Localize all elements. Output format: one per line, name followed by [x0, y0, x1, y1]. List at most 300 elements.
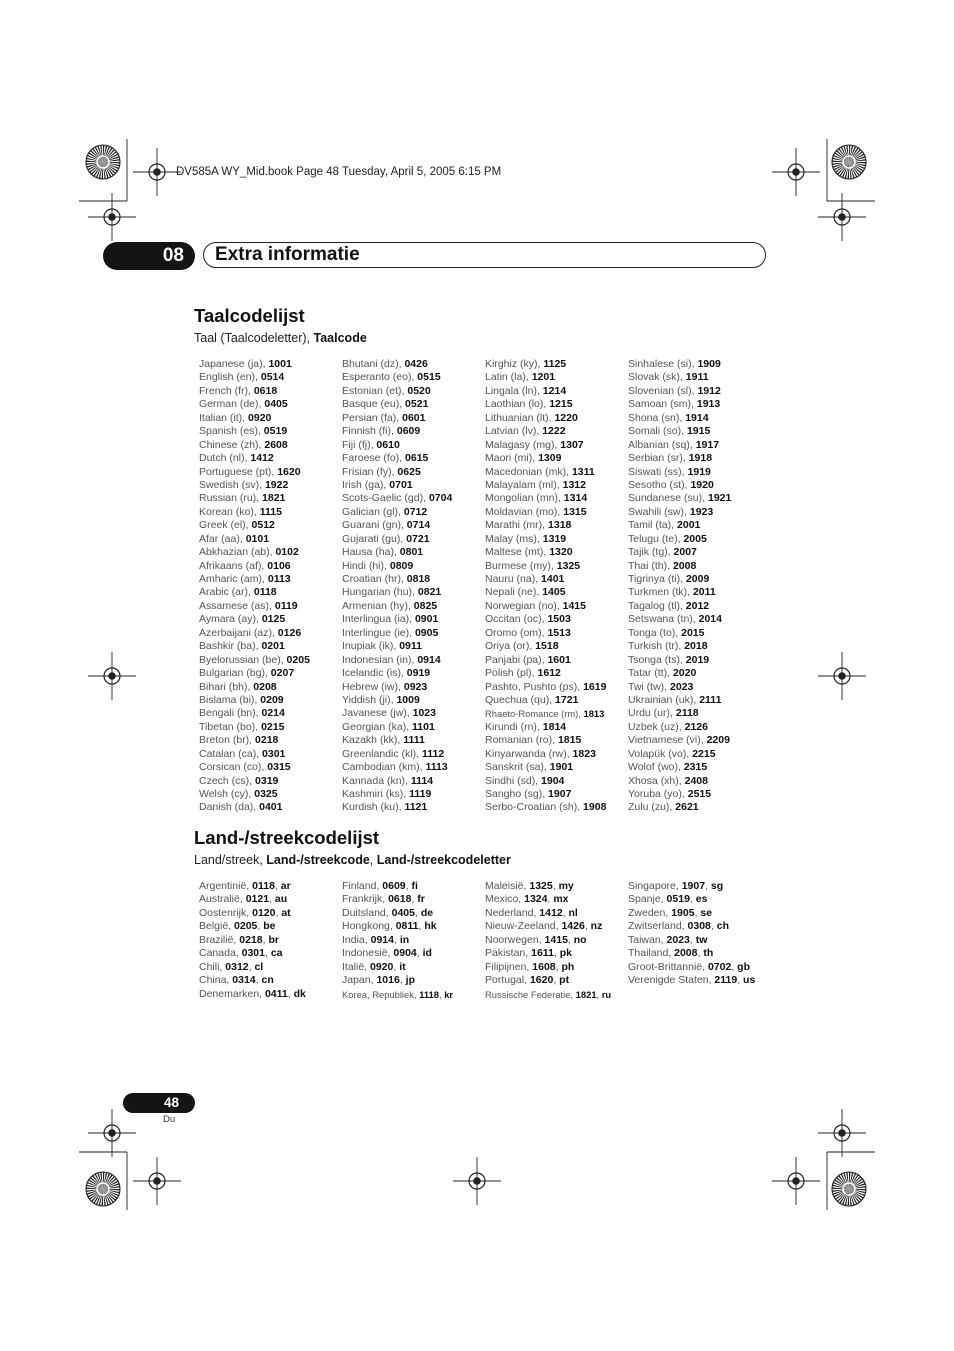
code-entry: [342, 479, 485, 492]
language-code-list-subtitle: [194, 331, 367, 345]
entry-name: Korean (ko),: [199, 505, 257, 518]
entry-code: 1215: [549, 398, 573, 411]
code-entry: [628, 519, 771, 532]
entry-code: 0701: [389, 478, 413, 491]
entry-name: Italian (it),: [199, 411, 246, 424]
entry-code: 1901: [549, 761, 574, 774]
entry-letter: us: [743, 974, 756, 987]
code-entry: [485, 627, 628, 640]
code-entry: [628, 358, 771, 371]
entry-code: 0312: [225, 960, 249, 973]
entry-name: Chili,: [199, 960, 223, 973]
entry-code: 0521: [405, 398, 429, 411]
registration-dot: [473, 1177, 481, 1185]
code-entry: [342, 560, 485, 573]
entry-letter: th: [703, 947, 714, 960]
entry-name: Kurdish (ku),: [342, 801, 402, 814]
entry-name: Setswana (tn),: [628, 613, 696, 626]
entry-code: 2001: [677, 519, 701, 532]
entry-letter: at: [281, 906, 291, 919]
entry-name: Samoan (sm),: [628, 398, 694, 411]
subtitle-bold-letter: Land-/streekcodeletter: [376, 853, 511, 867]
entry-name: Bhutani (dz),: [342, 358, 402, 370]
entry-code: 1823: [572, 747, 596, 760]
code-entry: [485, 533, 628, 546]
entry-name: Scots-Gaelic (gd),: [342, 492, 427, 505]
entry-code: 1601: [547, 653, 571, 666]
entry-letter: ph: [561, 960, 575, 973]
entry-name: Portugal,: [485, 974, 528, 987]
entry-name: German (de),: [199, 398, 262, 411]
code-entry: [342, 721, 485, 734]
entry-name: Bihari (bh),: [199, 680, 251, 693]
entry-code: 1023: [412, 707, 436, 720]
entry-name: Brazilië,: [199, 933, 237, 946]
entry-letter: kr: [444, 988, 454, 1000]
code-entry: [199, 801, 342, 814]
entry-code: 0308: [687, 920, 711, 933]
entry-code: 1914: [685, 411, 709, 424]
code-entry: China, 0314, cn: [199, 974, 274, 987]
entry-code: 1912: [697, 384, 721, 397]
entry-name: Tonga (to),: [628, 626, 679, 639]
entry-name: Kannada (kn),: [342, 774, 408, 787]
code-entry: [628, 586, 771, 599]
entry-name: Tsonga (ts),: [628, 653, 683, 666]
entry-letter: gb: [737, 960, 750, 973]
entry-code: 0818: [406, 573, 431, 585]
code-entry: [628, 466, 771, 479]
entry-name: Kashmiri (ks),: [342, 788, 407, 800]
entry-name: Faroese (fo),: [342, 452, 403, 465]
entry-name: Malayalam (ml),: [485, 478, 560, 491]
entry-name: Estonian (et),: [342, 384, 405, 397]
entry-code: 1311: [571, 465, 595, 478]
entry-code: 1111: [403, 734, 425, 747]
entry-code: 1814: [542, 720, 567, 733]
entry-name: Greenlandic (kl),: [342, 747, 420, 760]
code-entry: [199, 546, 342, 559]
code-entry: [199, 371, 342, 384]
code-entry: [342, 412, 485, 425]
entry-name: Romanian (ro),: [485, 734, 556, 747]
entry-code: 0405: [391, 906, 415, 919]
entry-code: 0208: [253, 680, 277, 693]
code-entry: [485, 466, 628, 479]
code-entry: [485, 412, 628, 425]
code-entry: [628, 654, 771, 667]
entry-code: 1101: [412, 720, 435, 733]
entry-letter: ar: [280, 880, 291, 892]
entry-name: Persian (fa),: [342, 411, 400, 424]
entry-code: 1113: [425, 761, 448, 774]
entry-name: Yiddish (ji),: [342, 693, 394, 706]
code-entry: Brazilië, 0218, br: [199, 933, 279, 946]
entry-name: Hongkong,: [342, 920, 393, 933]
code-entry: [485, 358, 628, 371]
entry-name: Tatar (tt),: [628, 667, 671, 680]
entry-name: Laothian (lo),: [485, 398, 547, 411]
code-column: [342, 358, 485, 815]
code-column: [199, 880, 342, 1001]
entry-code: 1813: [583, 708, 605, 720]
entry-code: 0914: [370, 933, 394, 946]
entry-name: Filipijnen,: [485, 960, 530, 973]
code-entry: [342, 425, 485, 438]
code-entry: [199, 707, 342, 720]
code-entry: [199, 506, 342, 519]
code-entry: [342, 385, 485, 398]
entry-name: Pakistan,: [485, 947, 529, 960]
entry-name: Russische Federatie,: [485, 988, 574, 1000]
entry-name: Groot-Brittannië,: [628, 960, 706, 973]
entry-name: Serbian (sr),: [628, 452, 686, 465]
entry-code: 1412: [250, 452, 274, 465]
entry-name: Latin (la),: [485, 371, 529, 384]
entry-letter: de: [420, 906, 434, 919]
entry-code: 2012: [685, 599, 710, 612]
entry-code: 0609: [396, 425, 421, 438]
entry-code: 1214: [542, 384, 567, 397]
entry-name: Dutch (nl),: [199, 452, 248, 465]
entry-code: 0911: [399, 640, 422, 653]
code-entry: Duitsland, 0405, de: [342, 906, 434, 919]
entry-name: Afar (aa),: [199, 532, 243, 545]
registration-dot: [792, 1177, 800, 1185]
entry-code: 0618: [253, 384, 278, 397]
entry-name: Tamil (ta),: [628, 519, 675, 532]
entry-code: 0218: [239, 933, 263, 946]
code-entry: Zwitserland, 0308, ch: [628, 920, 729, 933]
entry-code: 0120: [252, 906, 276, 919]
entry-name: Sesotho (st),: [628, 478, 688, 491]
code-entry: [342, 533, 485, 546]
code-entry: [342, 600, 485, 613]
entry-code: 0314: [232, 974, 256, 987]
entry-name: Quechua (qu),: [485, 693, 553, 706]
entry-code: 1318: [548, 519, 572, 532]
code-entry: [628, 492, 771, 505]
code-entry: [342, 775, 485, 788]
chapter-number-badge: 08: [103, 242, 195, 270]
code-entry: [342, 519, 485, 532]
entry-name: French (fr),: [199, 384, 251, 397]
entry-name: Ukrainian (uk),: [628, 693, 697, 706]
entry-name: Tajik (tg),: [628, 546, 671, 559]
entry-letter: jp: [405, 974, 415, 987]
entry-code: 0801: [399, 546, 424, 559]
code-entry: [199, 586, 342, 599]
registration-dot: [792, 168, 800, 176]
entry-name: Slovak (sk),: [628, 371, 683, 384]
entry-name: Sinhalese (si),: [628, 358, 695, 370]
code-entry: [342, 748, 485, 761]
code-entry: [628, 371, 771, 384]
entry-letter: hk: [424, 920, 437, 933]
code-entry: [199, 721, 342, 734]
code-entry: [199, 788, 342, 801]
entry-code: 1907: [548, 788, 572, 800]
code-entry: Taiwan, 2023, tw: [628, 933, 708, 946]
entry-name: Sanskrit (sa),: [485, 761, 547, 774]
entry-code: 0514: [260, 371, 285, 384]
entry-letter: no: [573, 933, 587, 946]
subtitle-plain: Taal (Taalcodeletter),: [194, 331, 311, 345]
entry-code: 2005: [683, 532, 707, 545]
entry-name: Corsican (co),: [199, 761, 265, 774]
entry-code: 0118: [253, 586, 277, 599]
entry-code: 1909: [697, 358, 721, 370]
entry-letter: mx: [553, 893, 569, 906]
code-entry: Maleisië, 1325, my: [485, 880, 574, 892]
entry-code: 1915: [686, 425, 711, 438]
code-entry: Italië, 0920, it: [342, 960, 406, 973]
entry-name: Macedonian (mk),: [485, 465, 570, 478]
entry-name: Basque (eu),: [342, 398, 403, 411]
subtitle-separator: ,: [369, 853, 374, 867]
entry-name: Tagalog (tl),: [628, 599, 683, 612]
entry-code: 0601: [402, 411, 426, 424]
entry-code: 0319: [255, 774, 279, 787]
entry-name: Kinyarwanda (rw),: [485, 747, 570, 760]
code-entry: [485, 775, 628, 788]
entry-name: Canada,: [199, 947, 239, 960]
code-entry: Mexico, 1324, mx: [485, 893, 569, 906]
entry-code: 2118: [675, 707, 699, 720]
entry-letter: ch: [716, 920, 729, 933]
entry-name: Kazakh (kk),: [342, 734, 401, 747]
code-entry: [199, 412, 342, 425]
entry-code: 1324: [524, 893, 548, 906]
entry-code: 2119: [714, 974, 738, 987]
code-entry: [199, 560, 342, 573]
code-entry: Australië, 0121, au: [199, 893, 288, 906]
code-entry: [628, 439, 771, 452]
entry-code: 0113: [267, 573, 291, 585]
entry-name: Sindhi (sd),: [485, 774, 539, 787]
entry-code: 0905: [414, 626, 439, 639]
entry-name: Thailand,: [628, 947, 672, 960]
entry-name: Interlingue (ie),: [342, 626, 413, 639]
code-entry: [342, 506, 485, 519]
code-entry: Pakistan, 1611, pk: [485, 947, 573, 960]
entry-name: Aymara (ay),: [199, 613, 259, 626]
entry-code: 1325: [529, 880, 553, 892]
entry-code: 0205: [286, 653, 310, 666]
entry-name: Guarani (gn),: [342, 519, 404, 532]
code-entry: [628, 748, 771, 761]
entry-code: 0405: [264, 398, 288, 411]
entry-name: Tigrinya (ti),: [628, 573, 684, 585]
entry-letter: fr: [417, 893, 425, 906]
code-entry: [485, 439, 628, 452]
entry-code: 2019: [685, 653, 710, 666]
code-entry: [485, 385, 628, 398]
entry-code: 1921: [707, 492, 732, 505]
entry-letter: cn: [261, 974, 274, 987]
entry-name: Turkmen (tk),: [628, 586, 691, 599]
code-entry: [199, 358, 342, 371]
code-entry: [342, 492, 485, 505]
code-entry: [199, 452, 342, 465]
entry-name: Azerbaijani (az),: [199, 626, 275, 639]
code-entry: Thailand, 2008, th: [628, 947, 714, 960]
entry-name: Occitan (oc),: [485, 613, 545, 626]
entry-name: Maltese (mt),: [485, 546, 547, 559]
entry-code: 1201: [531, 371, 556, 384]
entry-name: Denemarken,: [199, 987, 263, 1000]
entry-name: Kirghiz (ky),: [485, 358, 541, 370]
entry-name: Vietnamese (vi),: [628, 734, 704, 747]
code-entry: [628, 573, 771, 586]
entry-code: 0119: [274, 599, 298, 612]
entry-name: Maleisië,: [485, 880, 527, 892]
entry-code: 1619: [583, 680, 607, 693]
entry-name: Hungarian (hu),: [342, 586, 415, 599]
entry-code: 2315: [683, 761, 708, 774]
entry-name: Twi (tw),: [628, 680, 668, 693]
entry-name: Nepali (ne),: [485, 586, 540, 599]
entry-code: 2023: [666, 933, 690, 946]
entry-name: Burmese (my),: [485, 559, 554, 572]
code-entry: Noorwegen, 1415, no: [485, 933, 587, 946]
code-entry: [485, 801, 628, 814]
entry-code: 2009: [685, 573, 710, 585]
entry-code: 1009: [396, 693, 420, 706]
entry-code: 0721: [406, 532, 430, 545]
entry-code: 1415: [562, 599, 586, 612]
code-entry: [342, 398, 485, 411]
entry-letter: dk: [293, 987, 306, 1000]
entry-code: 0712: [403, 505, 428, 518]
code-entry: [485, 654, 628, 667]
code-entry: [628, 734, 771, 747]
code-entry: [342, 466, 485, 479]
entry-code: 0809: [389, 559, 414, 572]
entry-code: 1016: [376, 974, 400, 987]
entry-letter: cl: [254, 960, 264, 973]
code-column: [485, 358, 628, 815]
entry-name: Breton (br),: [199, 734, 253, 747]
code-entry: [342, 681, 485, 694]
entry-name: Abkhazian (ab),: [199, 546, 273, 559]
entry-letter: br: [268, 933, 279, 946]
code-entry: [199, 681, 342, 694]
code-entry: [628, 546, 771, 559]
entry-letter: au: [274, 893, 288, 906]
entry-code: 0411: [264, 987, 288, 1000]
entry-code: 1513: [547, 626, 571, 639]
entry-name: Taiwan,: [628, 933, 664, 946]
country-code-list-subtitle: [194, 853, 511, 867]
entry-name: Galician (gl),: [342, 505, 401, 518]
entry-name: Turkish (tr),: [628, 640, 682, 653]
entry-name: Frankrijk,: [342, 893, 386, 906]
entry-name: Nauru (na),: [485, 573, 539, 585]
entry-name: Gujarati (gu),: [342, 532, 404, 545]
code-entry: [342, 734, 485, 747]
entry-letter: ru: [601, 988, 612, 1000]
entry-code: 0401: [259, 801, 283, 814]
entry-code: 2621: [675, 801, 699, 814]
code-entry: Denemarken, 0411, dk: [199, 987, 306, 1000]
code-entry: Finland, 0609, fi: [342, 880, 418, 892]
code-entry: [199, 398, 342, 411]
entry-name: Mexico,: [485, 893, 522, 906]
code-entry: [628, 398, 771, 411]
code-entry: [485, 560, 628, 573]
code-entry: [628, 533, 771, 546]
code-entry: [485, 667, 628, 680]
entry-name: Yoruba (yo),: [628, 788, 685, 800]
country-code-table: [199, 880, 771, 1001]
entry-name: Afrikaans (af),: [199, 559, 265, 572]
entry-code: 0615: [405, 452, 429, 465]
entry-letter: pt: [559, 974, 570, 987]
entry-letter: nl: [568, 906, 578, 919]
code-entry: [199, 761, 342, 774]
entry-code: 1612: [537, 667, 561, 680]
entry-code: 2515: [687, 788, 712, 800]
entry-code: 2408: [684, 774, 708, 787]
entry-code: 1904: [541, 774, 565, 787]
entry-code: 0609: [382, 880, 406, 892]
entry-letter: ca: [270, 947, 283, 960]
code-entry: India, 0914, in: [342, 933, 410, 946]
code-entry: [485, 586, 628, 599]
entry-name: Italië,: [342, 960, 368, 973]
code-entry: [342, 439, 485, 452]
entry-name: Zulu (zu),: [628, 801, 673, 814]
entry-name: Assamese (as),: [199, 599, 272, 612]
entry-name: Korea, Republiek,: [342, 988, 417, 1000]
entry-name: Malay (ms),: [485, 532, 540, 545]
entry-code: 1405: [542, 586, 566, 599]
entry-code: 2020: [672, 667, 697, 680]
code-entry: [628, 707, 771, 720]
code-entry: [485, 788, 628, 801]
entry-code: 0214: [261, 707, 285, 720]
entry-code: 2011: [692, 586, 716, 599]
code-entry: [342, 801, 485, 814]
entry-name: Latvian (lv),: [485, 425, 540, 438]
entry-name: Sundanese (su),: [628, 492, 706, 505]
entry-code: 0209: [260, 693, 284, 706]
entry-name: Welsh (cy),: [199, 788, 252, 800]
entry-code: 0904: [393, 947, 417, 960]
entry-code: 0618: [388, 893, 412, 906]
entry-code: 1923: [689, 505, 714, 518]
entry-name: Javanese (jw),: [342, 707, 410, 720]
entry-code: 0923: [403, 680, 428, 693]
code-entry: [199, 667, 342, 680]
entry-code: 1918: [688, 452, 713, 465]
entry-name: Verenigde Staten,: [628, 974, 712, 987]
entry-name: Byelorussian (be),: [199, 653, 284, 666]
entry-name: Hebrew (iw),: [342, 680, 401, 693]
code-column: [628, 358, 771, 815]
chapter-title: Extra informatie: [215, 244, 360, 265]
code-entry: [342, 586, 485, 599]
code-entry: [485, 546, 628, 559]
code-column: [199, 358, 342, 815]
entry-name: Fiji (fj),: [342, 438, 374, 451]
entry-code: 1518: [535, 640, 559, 653]
entry-name: Xhosa (xh),: [628, 774, 682, 787]
subtitle-plain: Land/streek,: [194, 853, 263, 867]
code-column: [485, 880, 628, 1001]
entry-code: 1911: [685, 371, 709, 384]
